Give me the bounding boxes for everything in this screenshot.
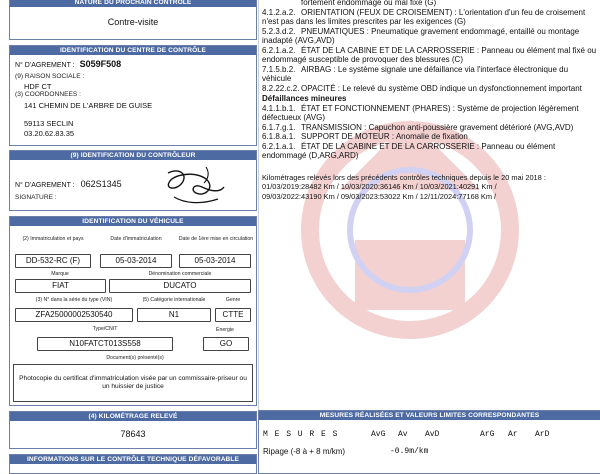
controller-signature-label: SIGNATURE : <box>15 194 57 201</box>
category-field: N1 <box>137 308 211 322</box>
centre-coords-label: (3) COORDONNEES : <box>15 91 81 98</box>
controller-header: (9) IDENTIFICATION DU CONTRÔLEUR <box>10 151 256 160</box>
ripage-range: (-8 à + 8 m/km) <box>290 447 346 456</box>
energy-label: Énergie <box>216 327 234 333</box>
unfavorable-header: INFORMATIONS SUR LE CONTRÔLE TECHNIQUE DÉFAVORABLE <box>10 455 256 464</box>
category-label: (5) Catégorie internationale <box>142 297 206 303</box>
minor-defects-header: Défaillances mineures <box>262 94 347 103</box>
controller-agreement-label: N° D'AGREMENT : <box>15 182 75 189</box>
genre-field: CTTE <box>215 308 251 322</box>
brand-label: Marque <box>51 271 69 277</box>
centre-header: IDENTIFICATION DU CENTRE DE CONTRÔLE <box>10 46 256 55</box>
defect-continuation: fortement endommagé ou mal fixé (G) <box>301 0 437 7</box>
history-line: 09/03/2022:43190 Km / 09/03/2023:53022 Km / 12/11/2024:77168 Km / <box>262 191 497 201</box>
docs-box <box>13 364 253 402</box>
column-divider <box>258 0 259 470</box>
mileage-value: 78643 <box>120 429 146 439</box>
genre-label: Genre <box>225 297 241 303</box>
defect-item: 5.2.3.d.2. PNEUMATIQUES : Pneumatique gravement endommagé, entaillé ou montage inadapté (AVG,AVD) <box>262 26 580 45</box>
reg-date-label: Date d'immatriculation <box>110 236 162 242</box>
measures-col-arg: ArG <box>480 430 495 439</box>
mileage-section <box>9 411 257 449</box>
docs-text: Photocopie du certificat d'immatriculation visée par un commissaire-priseur ou un huissier de justice <box>19 375 247 390</box>
docs-label: Document(s) présenté(s) <box>106 355 164 361</box>
model-label: Dénomination commerciale <box>148 271 212 277</box>
measures-col-avd: AvD <box>425 430 440 439</box>
defect-item: 4.1.2.a.2. ORIENTATION (FEUX DE CROISEMENT) : L'orientation d'un feu de croisement n'est pas dans les limites prescrites par les exigences (G) <box>262 7 586 26</box>
type-label: Type/CNIT <box>92 326 118 332</box>
minor-defect-item: 6.1.8.a.1. SUPPORT DE MOTEUR : Anomalie de fixation <box>262 132 468 141</box>
defect-item: 8.2.22.c.2. OPACITÉ : Le relevé du système OBD indique un dysfonctionnement important <box>262 83 582 93</box>
model-field: DUCATO <box>109 279 251 293</box>
history-line: 01/03/2019:28482 Km / 10/03/2020:36146 Km / 10/03/2021:40291 Km / <box>262 182 497 191</box>
centre-address: 141 CHEMIN DE L'ARBRE DE GUISE <box>24 101 153 110</box>
measures-col-ar: Ar <box>508 430 518 439</box>
controller-agreement-value: 062S1345 <box>80 179 122 189</box>
signature-image <box>160 163 230 209</box>
measures-col-av: Av <box>398 430 408 439</box>
minor-defect-item: 6.1.7.g.1. TRANSMISSION : Capuchon anti-poussière gravement détérioré (AVG,AVD) <box>262 122 574 132</box>
first-circ-field: 05-03-2014 <box>179 254 251 268</box>
measures-title: M E S U R E S <box>263 430 339 439</box>
minor-defect-item: 6.2.1.a.1. ÉTAT DE LA CABINE ET DE LA CARROSSERIE : Panneau ou élément endommagé (D,ARG,ARD) <box>262 141 556 160</box>
centre-phone: 03.20.62.83.35 <box>24 129 75 138</box>
history-intro: Kilométrages relevés lors des précédents contrôles techniques depuis le 20 mai 2018 : <box>262 172 546 182</box>
brand-field: FIAT <box>15 279 106 293</box>
measures-header: MESURES RÉALISÉES ET VALEURS LIMITES CORRESPONDANTES <box>259 411 600 420</box>
centre-social-value: HDF CT <box>24 82 52 91</box>
defect-item: 6.2.1.a.2. ÉTAT DE LA CABINE ET DE LA CARROSSERIE : Panneau ou élément mal fixé ou endommagé susceptible de provoquer des blessures (C) <box>262 45 597 64</box>
mileage-header: (4) KILOMÉTRAGE RELEVÉ <box>10 412 256 421</box>
centre-agreement-label: N° D'AGREMENT : <box>15 62 75 69</box>
major-defects-list <box>262 0 597 201</box>
unfavorable-section <box>9 454 257 474</box>
centre-social-label: (9) RAISON SOCIALE : <box>15 73 85 80</box>
measures-col-ard: ArD <box>535 430 550 439</box>
next-visit-section <box>9 0 257 40</box>
ripage-label: Ripage <box>263 447 289 456</box>
registration-label: (2) Immatriculation et pays <box>22 236 84 242</box>
reg-date-field: 05-03-2014 <box>100 254 172 268</box>
energy-field: GO <box>203 337 249 351</box>
vin-field: ZFA25000002530540 <box>15 308 133 322</box>
centre-agreement-value: S059F508 <box>79 59 122 69</box>
minor-defect-item: 4.1.1.b.1. ÉTAT ET FONCTIONNEMENT (PHARES) : Système de projection légèrement défectueux (AVG) <box>262 103 579 122</box>
first-circ-label: Date de 1ère mise en circulation <box>178 236 254 242</box>
vin-label: (3) N° dans la série du type (VIN) <box>35 297 113 303</box>
ripage-row <box>263 447 345 456</box>
vehicle-header: IDENTIFICATION DU VÉHICULE <box>10 217 256 226</box>
registration-field: DD-532-RC (F) <box>15 254 91 268</box>
defect-item: 7.1.5.b.2. AIRBAG : Le système signale une défaillance via l'interface électronique du véhicule <box>262 64 569 83</box>
measures-section <box>258 410 600 474</box>
centre-city: 59113 SECLIN <box>24 119 74 128</box>
measures-col-avg: AvG <box>371 430 386 439</box>
centre-section <box>9 45 257 146</box>
next-visit-header: NATURE DU PROCHAIN CONTRÔLE <box>10 0 256 7</box>
type-field: N10FATCT013S558 <box>37 337 173 351</box>
ripage-value: -0.9m/km <box>390 447 429 456</box>
controller-section <box>9 150 257 211</box>
vehicle-section <box>9 216 257 406</box>
next-visit-value: Contre-visite <box>107 17 159 27</box>
